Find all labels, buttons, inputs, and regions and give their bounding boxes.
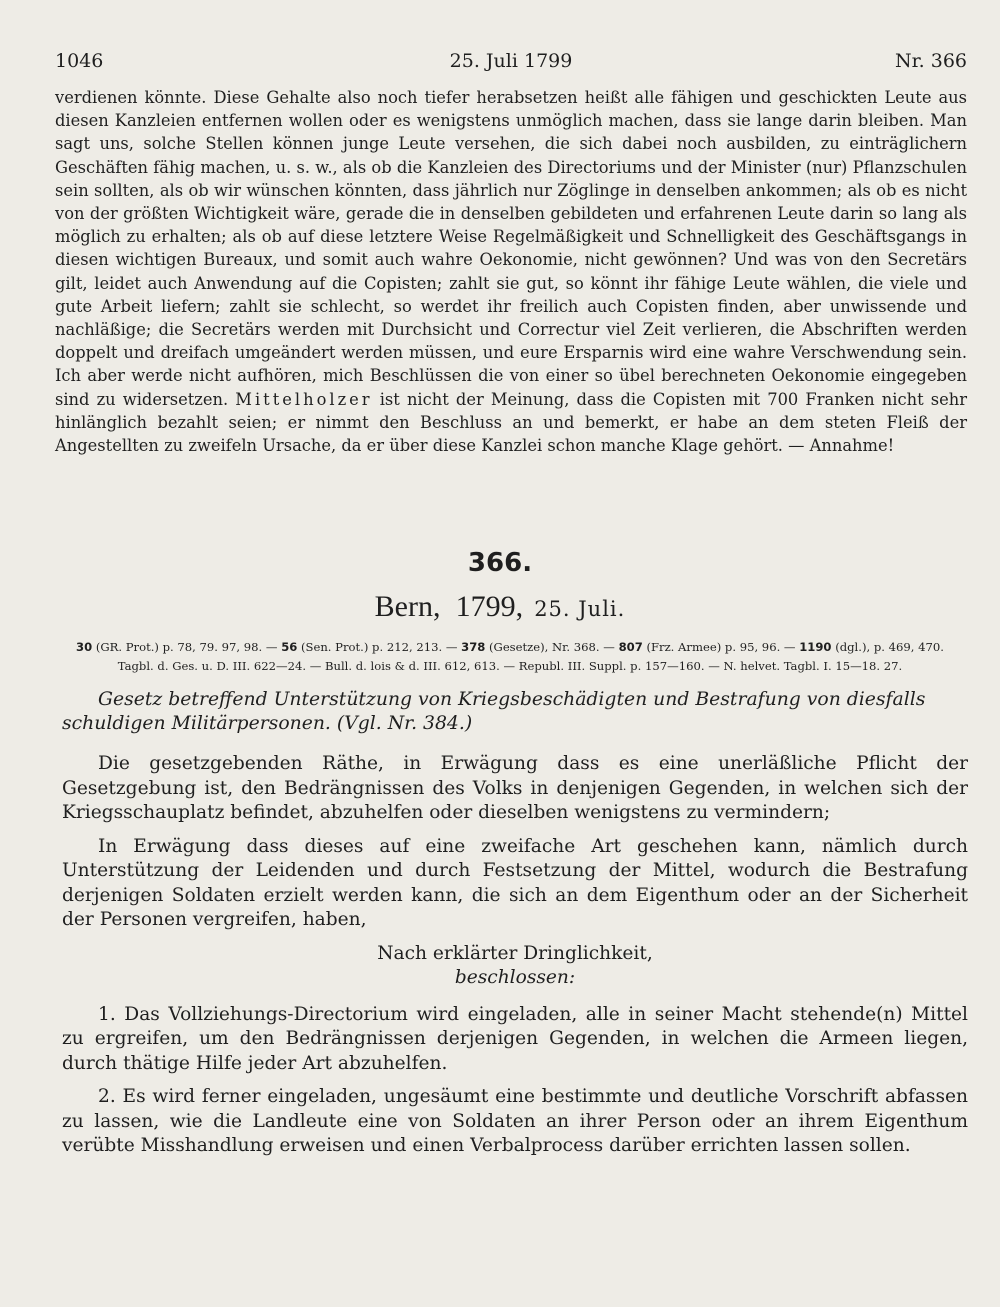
document-number: 366. xyxy=(467,548,533,578)
source-text: (Sen. Prot.) p. 212, 213. — xyxy=(301,640,458,654)
source-number: 807 xyxy=(618,640,643,654)
source-text: (GR. Prot.) p. 78, 79. 97, 98. — xyxy=(95,640,278,654)
document-day: 25. Juli. xyxy=(534,597,626,621)
sources-references xyxy=(62,638,958,676)
header-doc-ref: Nr. 366 xyxy=(895,50,967,72)
header-date: 25. Juli 1799 xyxy=(449,50,573,72)
previous-document-text xyxy=(55,86,967,457)
document-body xyxy=(62,752,968,1168)
prev-text-part2: ist nicht der Meinung, dass die Copisten mit 700 Franken nicht sehr hinlänglich bezahlt seien; er nimmt den Beschluss an und bemerkt, er habe an dem steten Fleiß der Angestellten zu zweifeln Ursache, da er über diese Kanzlei schon manche Klage gehört. — Annahme! xyxy=(55,389,967,456)
document-place: Bern, xyxy=(374,590,441,623)
document-title xyxy=(62,688,964,736)
speaker-name: Mittelholzer xyxy=(235,389,373,409)
place-date-line xyxy=(0,590,1000,624)
document-title-text: Gesetz betreffend Unterstützung von Kriegsbeschädigten und Bestrafung von diesfalls schuldigen Militärpersonen. (Vgl. Nr. 384.) xyxy=(62,689,926,734)
source-number: 378 xyxy=(461,640,486,654)
source-number: 56 xyxy=(281,640,298,654)
article-paragraph: 1. Das Vollziehungs-Directorium wird eingeladen, alle in seiner Macht stehende(n) Mittel zu ergreifen, um den Bedrängnissen derjenigen Gegenden, in welchen die Armeen liegen, durch thätige Hilfe jeder Art abzuhelfen. xyxy=(62,1003,968,1074)
sources-line-2: Tagbl. d. Ges. u. D. III. 622—24. — Bull. d. lois & d. III. 612, 613. — Republ. III. Suppl. p. 157—160. — N. helvet. Tagbl. I. 15—18. 27. xyxy=(117,659,903,673)
page-number: 1046 xyxy=(55,50,104,72)
resolved-line: beschlossen: xyxy=(454,967,576,988)
source-text: (Gesetze), Nr. 368. — xyxy=(489,640,615,654)
source-text: (dgl.), p. 469, 470. xyxy=(835,640,944,654)
sources-line-1 xyxy=(62,638,958,657)
preamble-paragraph: In Erwägung dass dieses auf eine zweifache Art geschehen kann, nämlich durch Unterstützung der Leidenden und durch Festsetzung der Mittel, wodurch die Bestrafung derjenigen Soldaten erzielt werden kann, die sich an dem Eigenthum oder an der Sicherheit der Personen vergreifen, haben, xyxy=(62,835,968,930)
article-paragraph: 2. Es wird ferner eingeladen, ungesäumt eine bestimmte und deutliche Vorschrift abfassen zu lassen, wie die Landleute eine von Soldaten an ihrer Person oder an ihrem Eigenthum verübte Misshandlung erweisen und einen Verbalprocess darüber errichten lassen sollen. xyxy=(62,1086,968,1156)
running-head xyxy=(55,50,967,78)
prev-text-part1: verdienen könnte. Diese Gehalte also noch tiefer herabsetzen heißt alle fähigen und geschickten Leute aus diesen Kanzleien entfernen wollen oder es wenigstens unmöglich machen, dass sie lange darin bleiben. Man sagt uns, solche Stellen können junge Leute versehen, die sich dabei noch ausbilden, zu einträglichern Geschäften fähig machen, u. s. w., als ob die Kanzleien des Directoriums und der Minister (nur) Pflanzschulen sein sollten, als ob wir wünschen könnten, dass jährlich nur Zöglinge in denselben ankommen; als ob es nicht von der größten Wichtigkeit wäre, gerade die in denselben gebildeten und erfahrenen Leute darin so lang als möglich zu erhalten; als ob auf diese letztere Weise Regelmäßigkeit und Schnelligkeit des Geschäftsgangs in diesen wichtigen Bureaux, und somit auch wahre Oekonomie, nicht gewönnen? Und was von den Secretärs gilt, leidet auch Anwendung auf die Copisten; zahlt sie gut, so könnt ihr fähige Leute wählen, die viele und gute Arbeit liefern; zahlt sie schlecht, so werdet ihr freilich auch Copisten finden, aber unwissende und nachläßige; die Secretärs werden mit Durchsicht und Correctur viel Zeit verlieren, die Abschriften werden doppelt und dreifach umgeändert werden müssen, und eure Ersparnis wird eine wahre Verschwendung sein. Ich aber werde nicht aufhören, mich Beschlüssen die von einer so übel berechneten Oekonomie eingegeben sind zu widersetzen. xyxy=(55,88,967,409)
urgency-line: Nach erklärter Dringlichkeit, xyxy=(377,942,653,964)
preamble-paragraph: Die gesetzgebenden Räthe, in Erwägung dass es eine unerläßliche Pflicht der Gesetzgebung ist, den Bedrängnissen des Volks in denjenigen Gegenden, in welchen sich der Kriegsschauplatz befindet, abzuhelfen oder dieselben wenigstens zu vermindern; xyxy=(62,753,968,823)
source-text: (Frz. Armee) p. 95, 96. — xyxy=(646,640,796,654)
document-year: 1799, xyxy=(455,590,524,623)
source-number: 30 xyxy=(76,640,93,654)
source-number: 1190 xyxy=(799,640,832,654)
previous-document-paragraph xyxy=(55,86,967,457)
